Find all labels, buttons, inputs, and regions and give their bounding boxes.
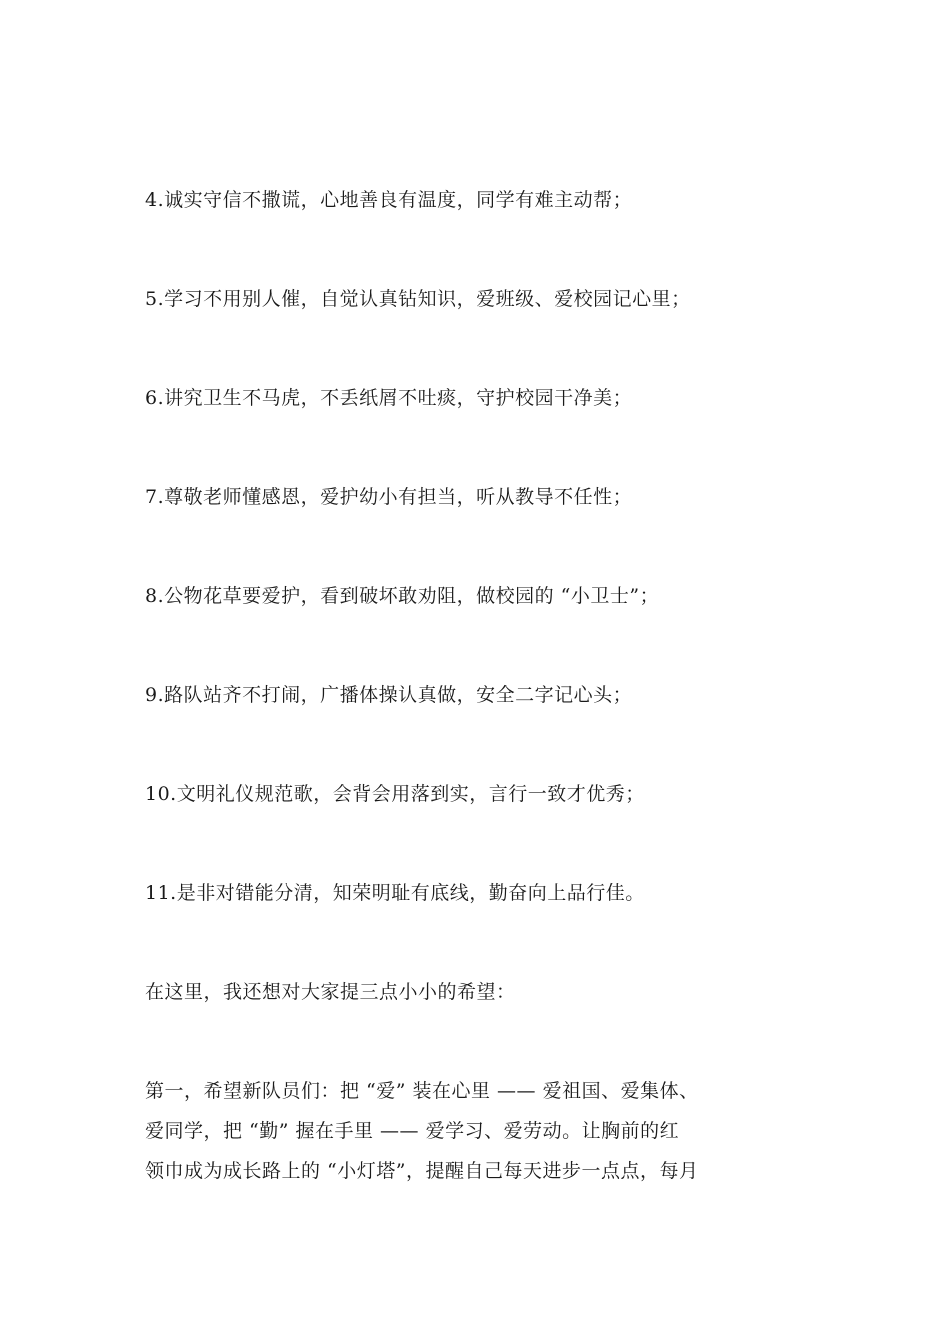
rule-item-7: 7.尊敬老师懂感恩，爱护幼小有担当，听从教导不任性；: [145, 486, 633, 508]
wish-line-3: 领巾成为成长路上的 “小灯塔”，提醒自己每天进步一点点，每月: [145, 1160, 699, 1182]
wish-line-1: 第一，希望新队员们：把 “爱” 装在心里 —— 爱祖国、爱集体、: [145, 1080, 699, 1102]
rule-item-6: 6.讲究卫生不马虎，不丢纸屑不吐痰，守护校园干净美；: [145, 387, 633, 409]
intro-paragraph: 在这里，我还想对大家提三点小小的希望：: [145, 981, 516, 1003]
rule-item-5: 5.学习不用别人催，自觉认真钻知识，爱班级、爱校园记心里；: [145, 288, 691, 310]
wish-line-2: 爱同学，把 “勤” 握在手里 —— 爱学习、爱劳动。让胸前的红: [145, 1120, 680, 1142]
wish-paragraph: [145, 1071, 835, 1191]
rule-item-11: 11.是非对错能分清，知荣明耻有底线，勤奋向上品行佳。: [145, 882, 645, 904]
rule-item-9: 9.路队站齐不打闹，广播体操认真做，安全二字记心头；: [145, 684, 633, 706]
rule-item-8: 8.公物花草要爱护，看到破坏敢劝阻，做校园的 “小卫士”；: [145, 585, 660, 607]
rule-item-4: 4.诚实守信不撒谎，心地善良有温度，同学有难主动帮；: [145, 189, 633, 211]
rule-item-10: 10.文明礼仪规范歌，会背会用落到实，言行一致才优秀；: [145, 783, 645, 805]
document-body: [145, 180, 835, 1191]
